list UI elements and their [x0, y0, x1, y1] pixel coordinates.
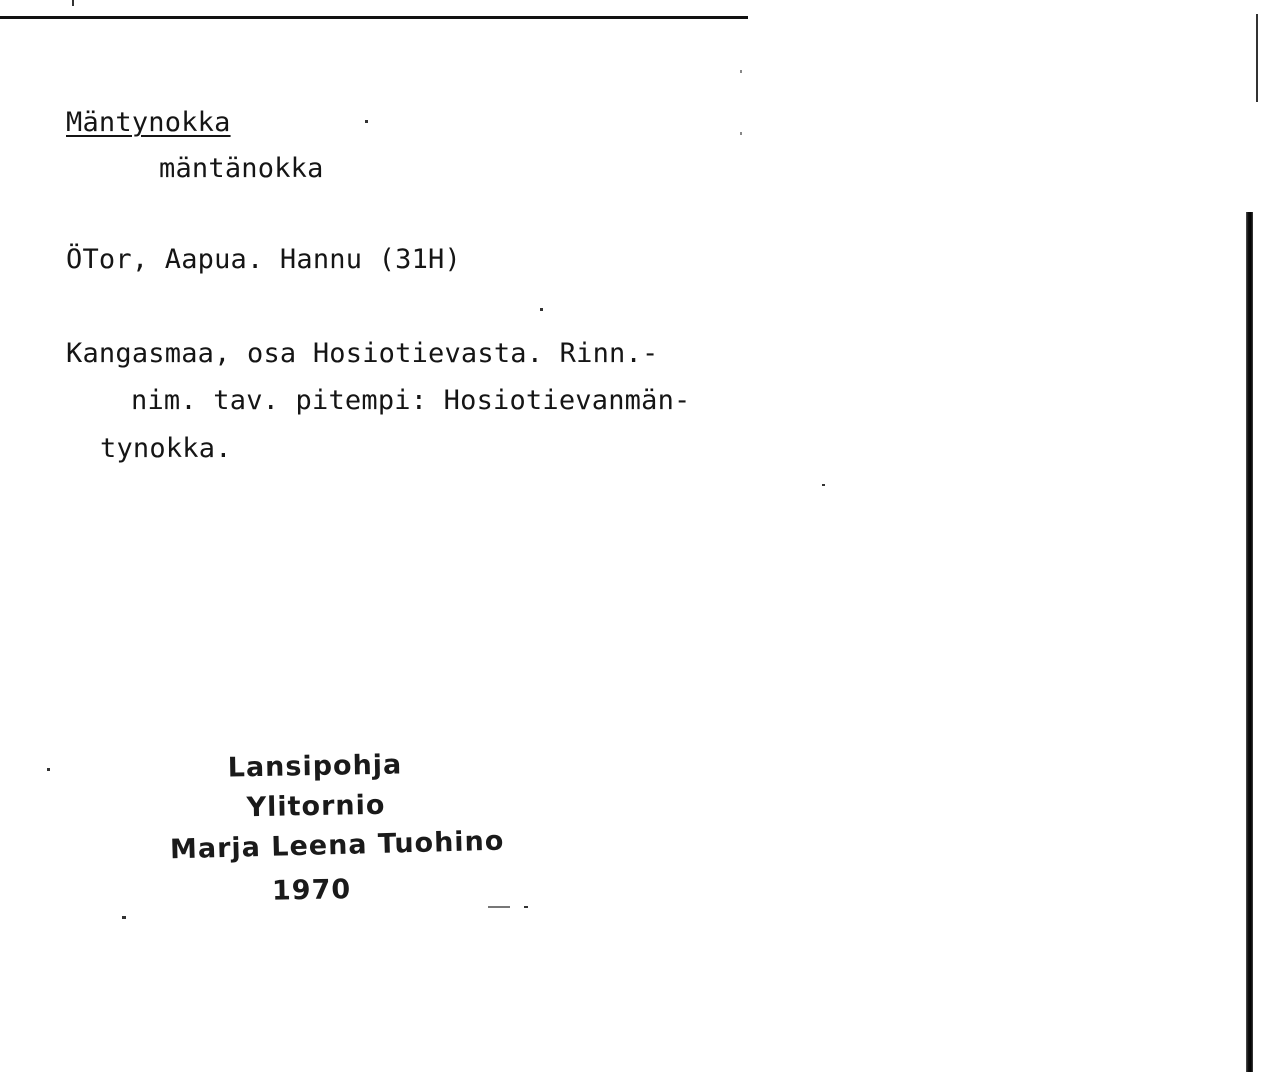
scan-speck	[740, 132, 742, 135]
description-line-3: tynokka.	[100, 433, 232, 464]
top-rule	[0, 16, 748, 19]
scan-speck	[47, 768, 50, 771]
stamp-collector: Marja Leena Tuohino	[169, 825, 505, 866]
description-line-2: nim. tav. pitempi: Hosiotievanmän-	[131, 385, 691, 416]
description-line-1: Kangasmaa, osa Hosiotievasta. Rinn.-	[66, 338, 659, 369]
place-name-heading: Mäntynokka	[66, 107, 231, 138]
source-line: ÖTor, Aapua. Hannu (31H)	[66, 244, 461, 275]
scan-speck	[488, 906, 510, 908]
scan-speck	[540, 308, 543, 311]
card-edge-upper	[1256, 14, 1258, 102]
scan-speck	[365, 120, 368, 123]
stamp-year: 1970	[271, 874, 352, 907]
card-edge-lower	[1246, 212, 1253, 1072]
scan-speck	[822, 484, 825, 486]
scan-speck	[740, 70, 742, 73]
stamp-region: Lansipohja	[227, 749, 403, 784]
scan-speck	[524, 906, 528, 908]
top-mark	[72, 0, 84, 6]
dialect-variant: mäntänokka	[159, 153, 324, 184]
stamp-municipality: Ylitornio	[246, 789, 386, 824]
scan-speck	[122, 916, 126, 919]
